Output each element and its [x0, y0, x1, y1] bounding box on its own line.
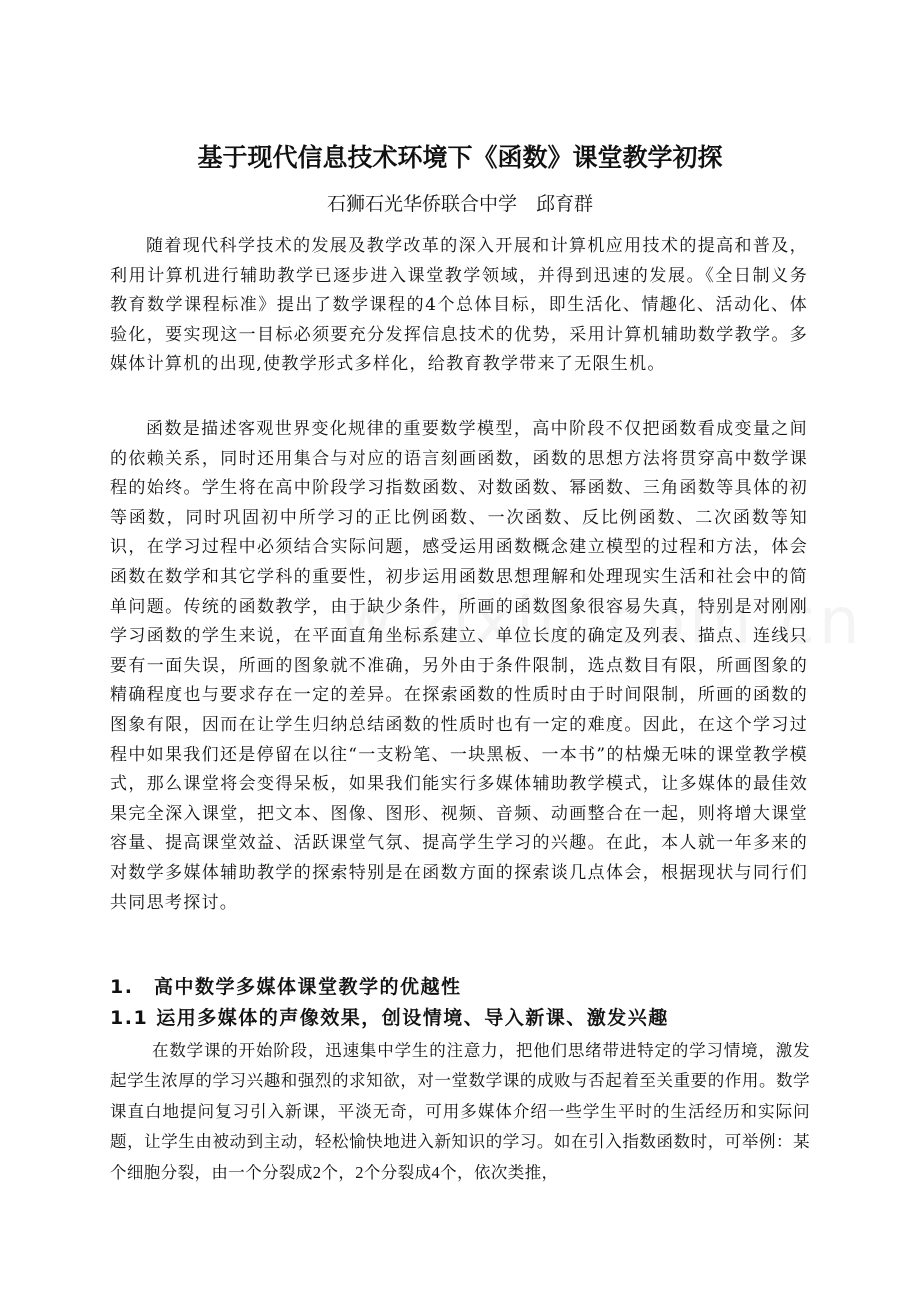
section-heading-1: 1. 高中数学多媒体课堂教学的优越性: [110, 976, 462, 998]
document-title: 基于现代信息技术环境下《函数》课堂教学初探: [197, 143, 723, 172]
body-paragraph-1: 随着现代科学技术的发展及教学改革的深入开展和计算机应用技术的提高和普及，利用计算机进行辅助教学已逐步进入课堂教学领域，并得到迅速的发展。《全日制义务教育数学课程标准》提出了数学课程的4个总体目标，即生活化、情趣化、活动化、体验化，要实现这一目标必须要充分发挥信息技术的优势，采用计算机辅助数学教学。多媒体计算机的出现,使教学形式多样化，给教育教学带来了无限生机。: [110, 236, 808, 375]
body-paragraph-2: 函数是描述客观世界变化规律的重要数学模型，高中阶段不仅把函数看成变量之间的依赖关系，同时还用集合与对应的语言刻画函数，函数的思想方法将贯穿高中数学课程的始终。学生将在高中阶段学习指数函数、对数函数、幂函数、三角函数等具体的初等函数，同时巩固初中所学习的正比例函数、一次函数、反比例函数、二次函数等知识，在学习过程中必须结合实际问题，感受运用函数概念建立模型的过程和方法，体会函数在数学和其它学科的重要性，初步运用函数思想理解和处理现实生活和社会中的简单问题。传统的函数教学，由于缺少条件，所画的函数图象很容易失真，特别是对刚刚学习函数的学生来说，在平面直角坐标系建立、单位长度的确定及列表、描点、连线只要有一面失误，所画的图象就不准确，另外由于条件限制，选点数目有限，所画图象的精确程度也与要求存在一定的差异。在探索函数的性质时由于时间限制，所画的函数的图象有限，因而在让学生归纳总结函数的性质时也有一定的难度。因此，在这个学习过程中如果我们还是停留在以往“一支粉笔、一块黑板、一本书”的枯燥无味的课堂教学模式，那么课堂将会变得呆板，如果我们能实行多媒体辅助教学模式，让多媒体的最佳效果完全深入课堂，把文本、图像、图形、视频、音频、动画整合在一起，则将增大课堂容量、提高课堂效益、活跃课堂气氛、提高学生学习的兴趣。在此，本人就一年多来的对数学多媒体辅助教学的探索特别是在函数方面的探索谈几点体会，根据现状与同行们共同思考探讨。: [110, 419, 808, 913]
body-paragraph-3: 在数学课的开始阶段，迅速集中学生的注意力，把他们思绪带进特定的学习情境，激发起学生浓厚的学习兴趣和强烈的求知欲，对一堂数学课的成败与否起着至关重要的作用。数学课直白地提问复习引入新课，平淡无奇，可用多媒体介绍一些学生平时的生活经历和实际问题，让学生由被动到主动，轻松愉快地进入新知识的学习。如在引入指数函数时，可举例：某个细胞分裂，由一个分裂成2个，2个分裂成4个，依次类推，: [110, 1041, 810, 1182]
author-line: 石狮石光华侨联合中学 邱育群: [326, 193, 593, 215]
section-heading-1-1: 1.1 运用多媒体的声像效果，创设情境、导入新课、激发兴趣: [110, 1007, 669, 1029]
